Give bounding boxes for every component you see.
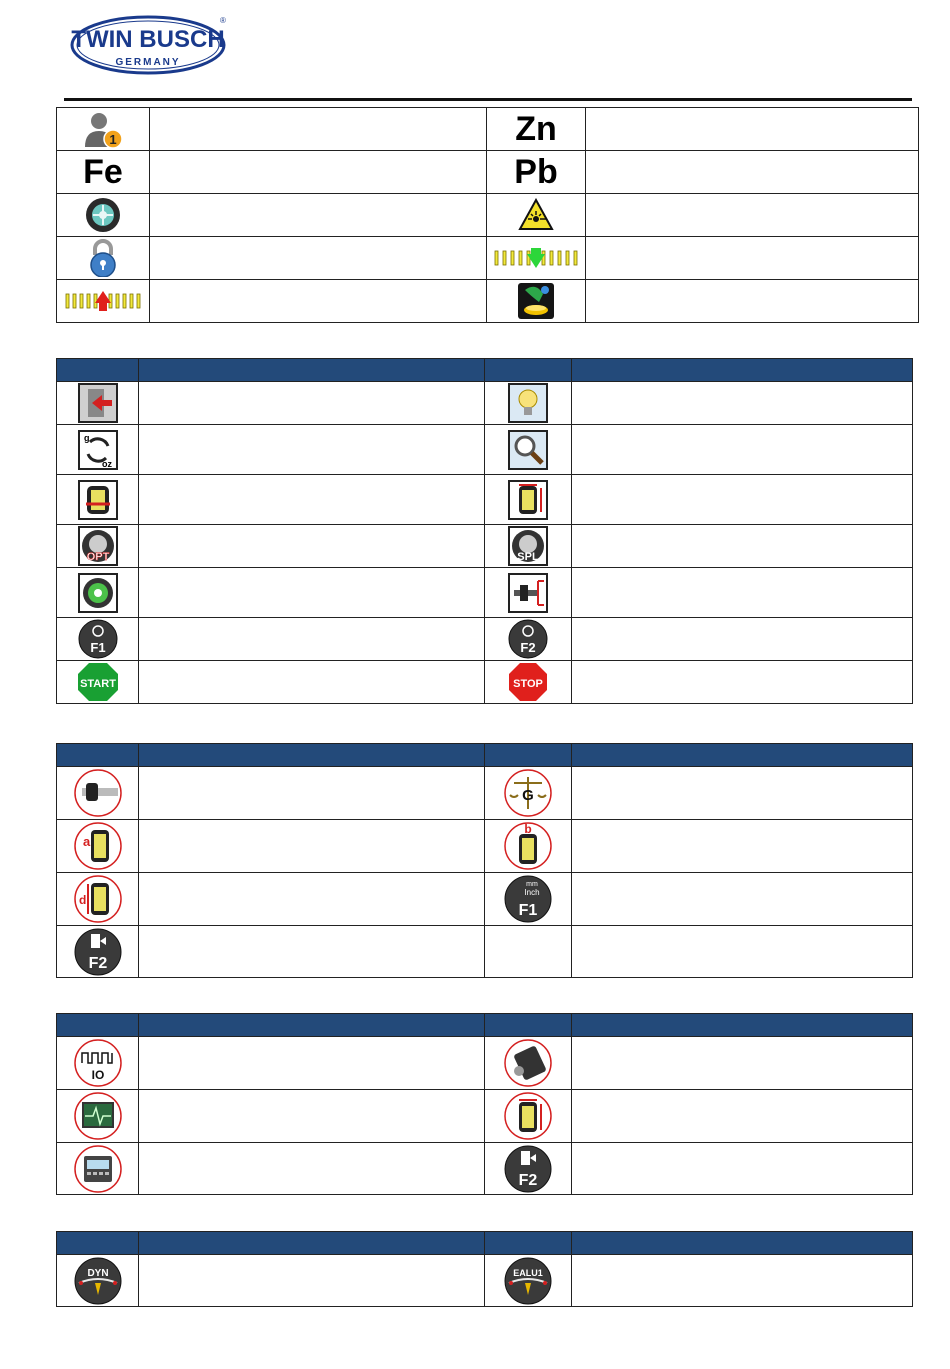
- empty-cell: [485, 926, 572, 978]
- stop-button-icon[interactable]: [508, 662, 548, 702]
- wheel-icon: [85, 197, 121, 233]
- zinc-symbol: Zn: [515, 109, 557, 148]
- description-cell: [139, 382, 485, 425]
- ealu1-mode-icon[interactable]: [503, 1257, 553, 1305]
- description-cell: [139, 873, 485, 926]
- header-cell: [485, 1232, 572, 1255]
- svg-text:F2: F2: [518, 1171, 538, 1189]
- table-row: [57, 525, 913, 568]
- table-row: [57, 618, 913, 661]
- table-row: [57, 820, 913, 873]
- header-cell: [57, 744, 139, 767]
- svg-text:Inch: Inch: [524, 888, 540, 897]
- iron-symbol: Fe: [83, 152, 123, 191]
- table-row: [57, 926, 913, 978]
- light-bulb-icon[interactable]: [508, 383, 548, 423]
- description-cell: [572, 820, 913, 873]
- width-b-icon[interactable]: [504, 822, 552, 870]
- table-row: [57, 382, 913, 425]
- description-cell: [139, 425, 485, 475]
- wheel-width-icon[interactable]: [78, 480, 118, 520]
- distance-a-icon[interactable]: [74, 822, 122, 870]
- start-button-icon[interactable]: [77, 662, 119, 702]
- description-cell: [586, 194, 919, 237]
- description-cell: [139, 568, 485, 618]
- svg-text:oz: oz: [101, 458, 112, 469]
- diagnostics-table: [56, 1013, 913, 1195]
- description-cell: [139, 1143, 485, 1195]
- unit-toggle-g-oz-icon[interactable]: [78, 430, 118, 470]
- description-cell: [586, 151, 919, 194]
- svg-text:G: G: [522, 787, 534, 804]
- svg-text:STOP: STOP: [513, 678, 543, 690]
- svg-text:START: START: [79, 678, 116, 690]
- mm-inch-f1-icon[interactable]: [504, 875, 552, 923]
- f2-button-icon[interactable]: [508, 619, 548, 659]
- cleaning-icon: [517, 282, 555, 320]
- header-cell: [572, 744, 913, 767]
- exit-f2-icon[interactable]: [74, 928, 122, 976]
- red-arrow-up-scale-icon: [64, 289, 142, 313]
- settings-table: [56, 743, 913, 978]
- diameter-d-icon[interactable]: [74, 875, 122, 923]
- svg-text:EALU1: EALU1: [513, 1267, 543, 1278]
- balance-scale-icon[interactable]: [504, 769, 552, 817]
- header-cell: [139, 359, 485, 382]
- table-row: [57, 767, 913, 820]
- description-cell: [150, 237, 487, 280]
- description-cell: [572, 1143, 913, 1195]
- description-cell: [139, 525, 485, 568]
- description-cell: [139, 1090, 485, 1143]
- user-number-1-icon: [81, 109, 125, 149]
- lead-symbol: Pb: [514, 152, 558, 191]
- header-cell: [485, 1014, 572, 1037]
- symbols-table: [56, 107, 919, 323]
- exit-f2-icon[interactable]: [504, 1145, 552, 1193]
- digital-display-icon[interactable]: [74, 1145, 122, 1193]
- svg-text:GERMANY: GERMANY: [115, 57, 181, 68]
- shaft-flange-icon[interactable]: [508, 573, 548, 613]
- description-cell: [572, 525, 913, 568]
- header-cell: [57, 359, 139, 382]
- svg-text:SPL: SPL: [517, 551, 539, 563]
- header-cell: [485, 744, 572, 767]
- table-row: [57, 280, 919, 323]
- svg-text:OPT: OPT: [86, 551, 109, 563]
- description-cell: [572, 767, 913, 820]
- svg-text:1: 1: [109, 132, 117, 147]
- table-row: [57, 108, 919, 151]
- description-cell: [139, 618, 485, 661]
- table-row: [57, 194, 919, 237]
- description-cell: [139, 661, 485, 704]
- modes-table: [56, 1231, 913, 1307]
- io-signal-icon[interactable]: [74, 1039, 122, 1087]
- green-arrow-down-scale-icon: [493, 246, 579, 270]
- oscilloscope-icon[interactable]: [74, 1092, 122, 1140]
- description-cell: [139, 1255, 485, 1307]
- table-row: [57, 661, 913, 704]
- green-wheel-icon[interactable]: [78, 573, 118, 613]
- table-row: [57, 1090, 913, 1143]
- description-cell: [572, 1037, 913, 1090]
- description-cell: [572, 425, 913, 475]
- shaft-icon[interactable]: [74, 769, 122, 817]
- description-cell: [572, 568, 913, 618]
- table-row: [57, 151, 919, 194]
- description-cell: [572, 618, 913, 661]
- description-cell: [139, 926, 485, 978]
- description-cell: [586, 108, 919, 151]
- svg-text:F2: F2: [520, 640, 536, 655]
- description-cell: [150, 194, 487, 237]
- table-row: [57, 425, 913, 475]
- svg-text:IO: IO: [91, 1068, 104, 1082]
- header-cell: [139, 744, 485, 767]
- description-cell: [572, 1255, 913, 1307]
- description-cell: [139, 820, 485, 873]
- table-row: [57, 873, 913, 926]
- motor-icon[interactable]: [504, 1039, 552, 1087]
- laser-warning-icon: [518, 198, 554, 232]
- header-cell: [572, 1014, 913, 1037]
- header-cell: [139, 1232, 485, 1255]
- svg-text:F1: F1: [89, 640, 106, 655]
- header-cell: [572, 359, 913, 382]
- header-cell: [485, 359, 572, 382]
- description-cell: [572, 873, 913, 926]
- description-cell: [139, 475, 485, 525]
- description-cell: [150, 280, 487, 323]
- svg-text:TWIN BUSCH: TWIN BUSCH: [71, 26, 225, 53]
- table-row: [57, 475, 913, 525]
- description-cell: [139, 1037, 485, 1090]
- svg-text:b: b: [524, 822, 532, 836]
- description-cell: [572, 926, 913, 978]
- description-cell: [572, 475, 913, 525]
- header-rule: [64, 98, 912, 101]
- svg-text:®: ®: [220, 16, 226, 25]
- svg-text:F1: F1: [518, 902, 538, 919]
- table-row: [57, 237, 919, 280]
- table-row: [57, 1143, 913, 1195]
- dyn-mode-icon[interactable]: [73, 1257, 123, 1305]
- header-cell: [139, 1014, 485, 1037]
- wheel-dimension-icon[interactable]: [504, 1092, 552, 1140]
- table-row: [57, 1037, 913, 1090]
- svg-text:d: d: [78, 893, 86, 907]
- magnifier-icon[interactable]: [508, 430, 548, 470]
- header-cell: [57, 1232, 139, 1255]
- description-cell: [150, 108, 487, 151]
- description-cell: [586, 280, 919, 323]
- description-cell: [586, 237, 919, 280]
- spl-wheel-icon[interactable]: [508, 526, 548, 566]
- svg-text:g: g: [83, 432, 89, 443]
- header-cell: [572, 1232, 913, 1255]
- header-cell: [57, 1014, 139, 1037]
- svg-text:a: a: [82, 834, 90, 849]
- table-row: [57, 1255, 913, 1307]
- wheel-dimension-icon[interactable]: [508, 480, 548, 520]
- f1-button-icon[interactable]: [78, 619, 118, 659]
- svg-text:F2: F2: [88, 954, 107, 972]
- svg-text:DYN: DYN: [86, 1267, 109, 1279]
- padlock-icon: [88, 239, 118, 277]
- twin-busch-logo: [70, 14, 230, 76]
- svg-text:mm: mm: [526, 881, 538, 888]
- description-cell: [139, 767, 485, 820]
- exit-door-icon[interactable]: [78, 383, 118, 423]
- buttons-table: [56, 358, 913, 704]
- table-row: [57, 568, 913, 618]
- description-cell: [572, 1090, 913, 1143]
- description-cell: [572, 661, 913, 704]
- description-cell: [572, 382, 913, 425]
- opt-wheel-icon[interactable]: [78, 526, 118, 566]
- description-cell: [150, 151, 487, 194]
